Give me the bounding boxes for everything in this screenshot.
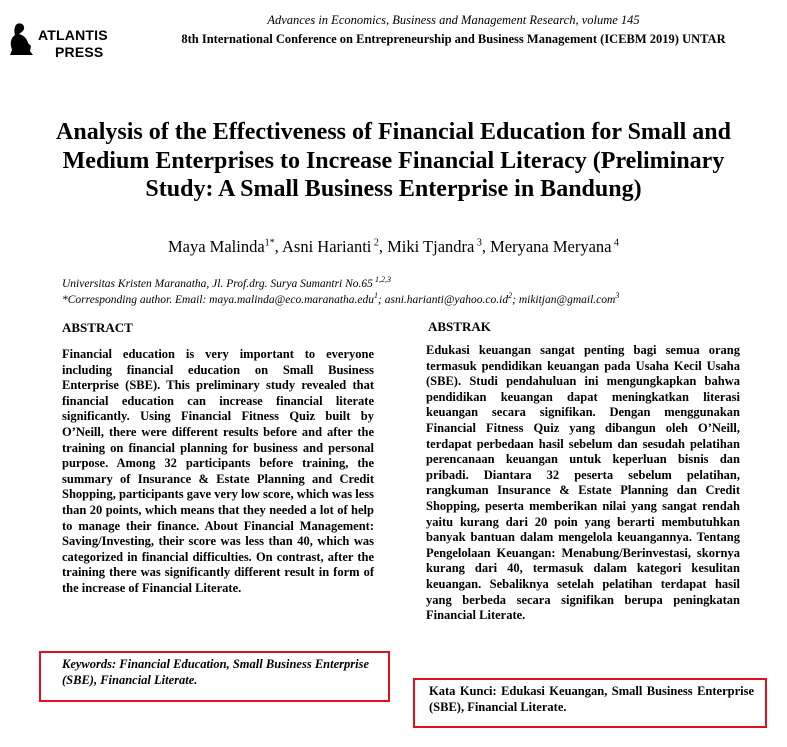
author-name: Meryana Meryana bbox=[490, 237, 612, 256]
email-list bbox=[209, 291, 620, 306]
paper-title: Analysis of the Effectiveness of Financial Education for Small and Medium Enterprises to Increase Financial Literacy (Preliminary Study: A Small Business Enterprise in Bandung) bbox=[56, 119, 731, 202]
corresponding-prefix: *Corresponding author. Email: bbox=[62, 293, 210, 306]
author-separator: , bbox=[378, 237, 388, 256]
abstract-heading: ABSTRACT bbox=[62, 320, 133, 335]
abstrak-text: Edukasi keuangan sangat penting bagi semua orang termasuk pendidikan keuangan pada Usaha Kecil Usaha (SBE). Studi pendahuluan ini mengungkapkan bahwa pendidikan keuangan dapat meningkatkan literasi keuangan secara signifikan. Dengan menggunakan Financial Fitness Quiz yang dibangun oleh O’Neill, terdapat perbedaan hasil sebelum dan sesudah pelatihan perencanaan keuangan untuk keperluan bisnis dan pribadi. Diantara 32 peserta sebelum pelatihan, rangkuman Insurance & Estate Planning dan Credit Shopping, peserta memberikan nilai yang sangat rendah yaitu kurang dari 20 poin yang berarti membutuhkan banyak bantuan dalam mengelola keuangannya. Tentang Pengelolaan Keuangan: Menabung/Berinvestasi, skornya kurang dari 40, termasuk dalam kategori kesulitan keuangan. Sebaliknya setelah pelatihan terdapat hasil yang berbeda secara signifikan berupa peningkatan Financial Literate. bbox=[426, 343, 740, 623]
corresponding-author bbox=[62, 291, 619, 306]
email-separator: ; bbox=[512, 293, 519, 306]
email-address[interactable]: asni.harianti@yahoo.co.id bbox=[384, 293, 509, 306]
abstrak-heading: ABSTRAK bbox=[428, 319, 491, 334]
abstract-text: Financial education is very important to everyone including financial education on Small Business Enterprise (SBE). This preliminary study revealed that financial education can increase financial literate significantly. Using Financial Fitness Quiz built by O’Neill, there were different results before and after the training on financial planning for business and personal purpose. Among 32 participants before training, the summary of Insurance & Estate Planning and Credit Shopping, participants gave very low score, which was less than 20 points, which means that they needed a lot of help to manage their finance. About Financial Management: Saving/Investing, their score was less than 40, which was categorized in financial difficulties. On contrast, after the training there was significantly different result in form of the increase of Financial Literate. bbox=[62, 347, 374, 595]
author-affiliation-mark: 2 bbox=[371, 237, 379, 249]
affiliation bbox=[62, 275, 391, 290]
affiliation-text: Universitas Kristen Maranatha, Jl. Prof.drg. Surya Sumantri No.65 bbox=[62, 277, 373, 290]
email-separator: ; bbox=[378, 293, 385, 306]
author-affiliation-mark: 1* bbox=[264, 237, 275, 249]
author-list bbox=[0, 237, 787, 257]
journal-name: Advances in Economics, Business and Management Research, volume 145 bbox=[267, 13, 640, 27]
email-address[interactable]: maya.malinda@eco.maranatha.edu bbox=[209, 293, 375, 306]
email-mark: 1 bbox=[374, 291, 379, 300]
email-address[interactable]: mikitjan@gmail.com bbox=[518, 293, 616, 306]
conference-name: 8th International Conference on Entrepreneurship and Business Management (ICEBM 2019) UNTAR bbox=[181, 32, 726, 46]
author-separator: , bbox=[481, 237, 491, 256]
affiliation-marks: 1,2,3 bbox=[372, 275, 391, 284]
keywords-text: Keywords: Financial Education, Small Business Enterprise (SBE), Financial Literate. bbox=[62, 657, 370, 687]
author-name: Maya Malinda bbox=[167, 237, 265, 256]
author-separator: , bbox=[274, 237, 283, 256]
author-affiliation-mark: 4 bbox=[611, 237, 620, 249]
author-name: Asni Harianti bbox=[282, 237, 372, 256]
email-mark: 2 bbox=[508, 291, 513, 300]
kata-kunci-text: Kata Kunci: Edukasi Keuangan, Small Business Enterprise (SBE), Financial Literate. bbox=[429, 684, 754, 714]
email-mark: 3 bbox=[615, 291, 620, 300]
logo-text-atlantis: ATLANTIS bbox=[38, 27, 108, 43]
logo-text-press: PRESS bbox=[55, 44, 104, 60]
author-affiliation-mark: 3 bbox=[474, 237, 482, 249]
author-name: Miki Tjandra bbox=[387, 237, 475, 256]
